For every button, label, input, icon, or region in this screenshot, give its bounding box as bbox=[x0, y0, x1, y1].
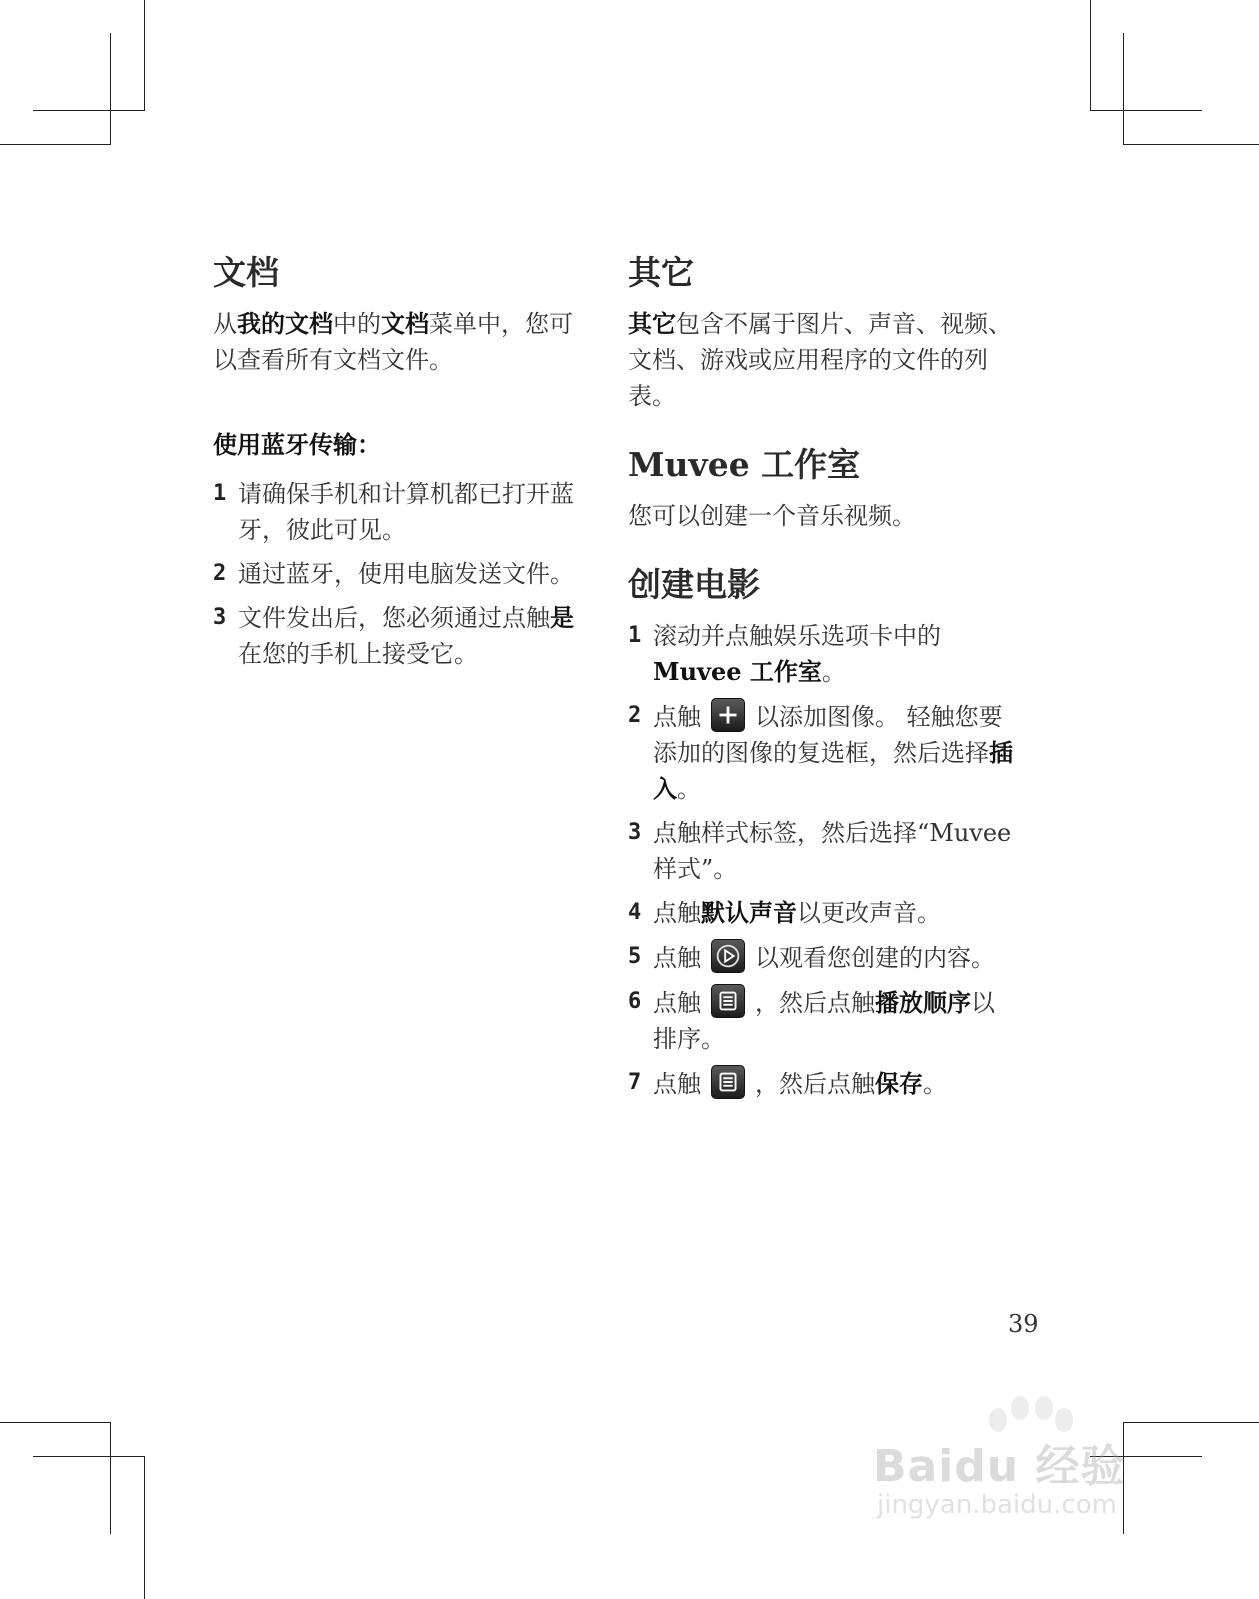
left-column bbox=[213, 250, 585, 680]
list-item: 1 请确保手机和计算机都已打开蓝牙，彼此可见。 bbox=[213, 480, 574, 544]
add-icon bbox=[711, 698, 745, 732]
crop-mark bbox=[0, 144, 111, 145]
crop-mark bbox=[144, 1456, 145, 1599]
watermark-url: jingyan.baidu.com bbox=[877, 1490, 1117, 1520]
list-item: 6 点触 ，然后点触播放顺序以排序。 bbox=[628, 984, 1018, 1057]
page-number: 39 bbox=[1008, 1310, 1039, 1338]
movie-steps bbox=[628, 618, 1018, 1102]
list-item: 2 点触 以添加图像。 轻触您要添加的图像的复选框，然后选择插入。 bbox=[628, 698, 1018, 807]
watermark-logo: Baidu 经验 bbox=[873, 1441, 1126, 1492]
play-icon bbox=[711, 939, 745, 973]
list-item: 3 点触样式标签，然后选择“Muvee样式”。 bbox=[628, 819, 1012, 883]
crop-mark bbox=[1123, 33, 1124, 145]
menu-icon bbox=[711, 984, 745, 1018]
menu-icon bbox=[711, 1065, 745, 1099]
crop-mark bbox=[33, 110, 145, 111]
list-item: 4 点触默认声音以更改声音。 bbox=[628, 898, 941, 927]
right-column bbox=[628, 250, 1018, 1110]
other-body: 其它包含不属于图片、声音、视频、文档、游戏或应用程序的文件的列表。 bbox=[628, 309, 1012, 410]
crop-mark bbox=[110, 1422, 111, 1534]
list-item: 5 点触 以观看您创建的内容。 bbox=[628, 939, 1018, 976]
documents-intro: 从我的文档中的文档菜单中，您可以查看所有文档文件。 bbox=[213, 309, 573, 374]
crop-mark bbox=[1090, 110, 1202, 111]
crop-mark bbox=[144, 0, 145, 111]
muvee-body: 您可以创建一个音乐视频。 bbox=[628, 502, 916, 530]
section-title-create-movie: 创建电影 bbox=[628, 565, 760, 604]
section-title-muvee: Muvee 工作室 bbox=[628, 445, 861, 484]
crop-mark bbox=[110, 33, 111, 145]
baidu-watermark bbox=[873, 1390, 1173, 1540]
bluetooth-steps bbox=[213, 476, 585, 672]
crop-mark bbox=[1090, 0, 1091, 111]
section-title-documents: 文档 bbox=[213, 253, 279, 292]
list-item: 2 通过蓝牙，使用电脑发送文件。 bbox=[213, 560, 574, 588]
crop-mark bbox=[33, 1456, 145, 1457]
bluetooth-heading: 使用蓝牙传输： bbox=[213, 430, 381, 459]
section-title-other: 其它 bbox=[628, 253, 694, 292]
list-item: 3 文件发出后，您必须通过点触是在您的手机上接受它。 bbox=[213, 603, 574, 668]
crop-mark bbox=[0, 1422, 111, 1423]
list-item: 1 滚动并点触娱乐选项卡中的Muvee 工作室。 bbox=[628, 622, 941, 686]
crop-mark bbox=[1123, 144, 1259, 145]
list-item: 7 点触 ，然后点触保存。 bbox=[628, 1065, 1018, 1102]
